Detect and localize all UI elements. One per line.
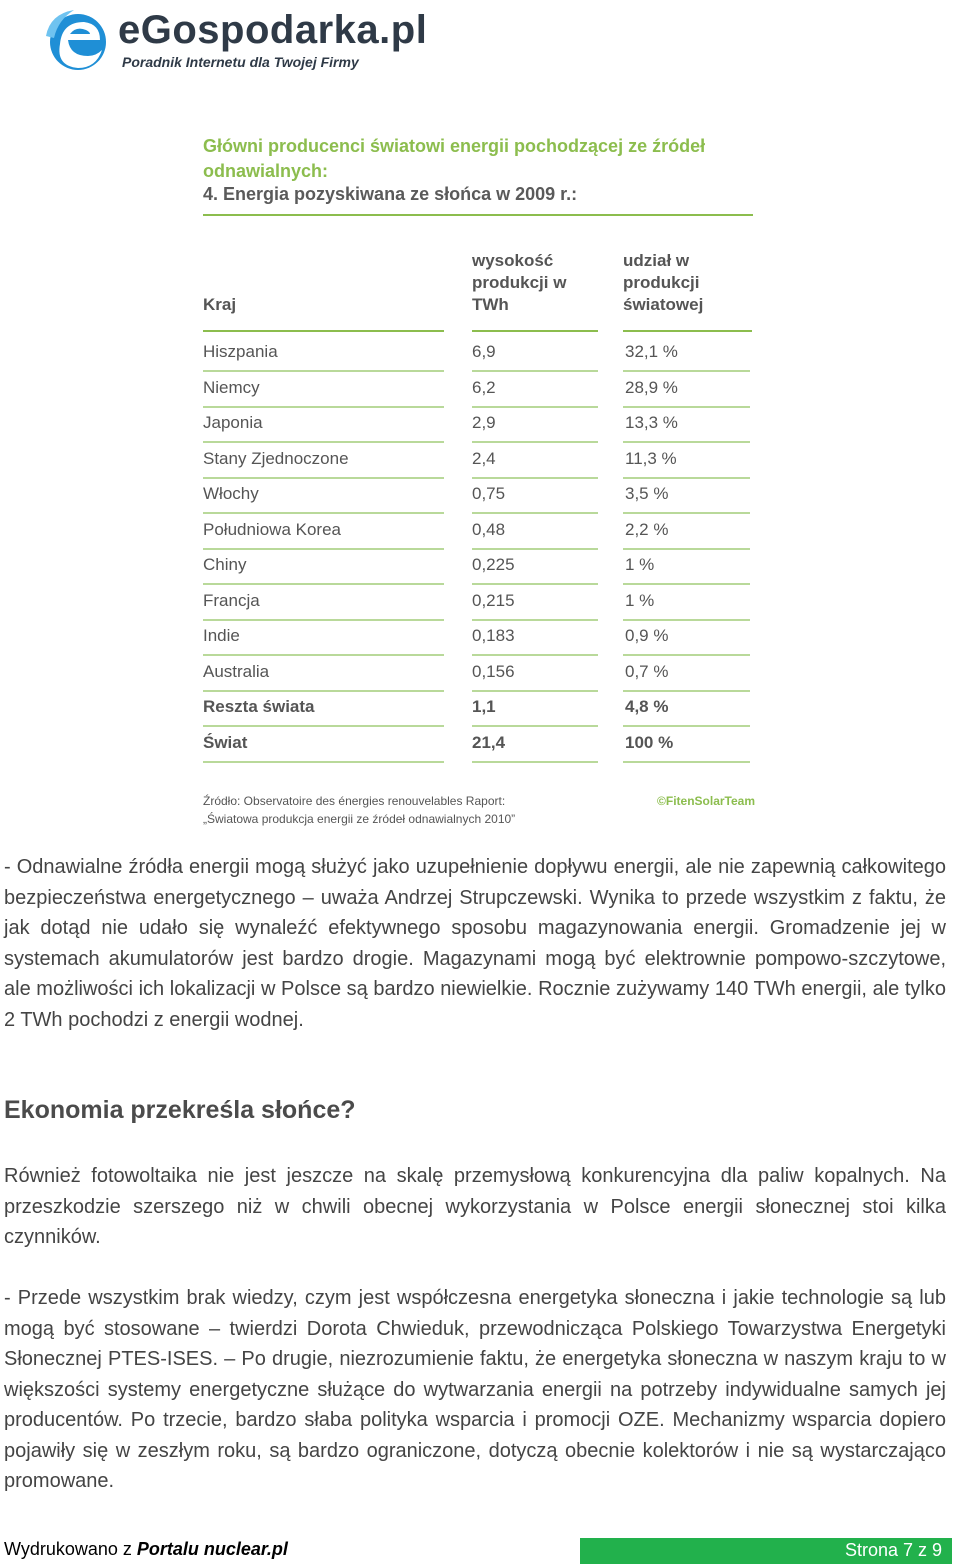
cell-share: 2,2 % [625, 519, 669, 539]
table-row [203, 443, 755, 479]
table-row [203, 407, 755, 443]
table-row [203, 372, 755, 408]
table-row [203, 620, 755, 656]
cell-share: 4,8 % [625, 697, 669, 716]
logo-name: eGospodarka.pl [118, 8, 428, 52]
row-rule [203, 761, 444, 763]
footer-printed-from [4, 1539, 288, 1560]
article-paragraph-3: - Przede wszystkim brak wiedzy, czym jest współczesna energetyka słoneczna i jakie technologie są lub mogą być stosowane – twierdzi Dorota Chwieduk, przewodnicząca Polskiego Towarzystwa Energetyki Słonecznej PTES-ISES. – Po drugie, niezrozumienie faktu, że energetyka słoneczna w naszym kraju to w większości systemy energetyczne służące do wytwarzania energii na potrzeby indywidualne samych jej producentów. Po trzecie, bardzo słaba polityka wsparcia i promocji OZE. Mechanizmy wsparcia dopiero pojawiły się w zeszłym roku, są bardzo ograniczone, dotyczą obecnie kolektorów i nie są wystarczająco promowane. [4, 1287, 946, 1492]
site-logo[interactable] [40, 6, 460, 76]
column-header-country: Kraj [203, 295, 237, 314]
article-heading: Ekonomia przekreśla słońce? [4, 1096, 356, 1124]
cell-country: Włochy [203, 484, 259, 503]
cell-production: 0,225 [472, 555, 515, 574]
row-rule [472, 761, 598, 763]
cell-share: 28,9 % [625, 377, 678, 397]
cell-production: 0,75 [472, 484, 506, 503]
cell-share: 0,7 % [625, 661, 669, 681]
footer-prefix: Wydrukowano z [4, 1539, 137, 1559]
cell-share: 1 % [625, 555, 655, 574]
cell-production: 0,215 [472, 590, 515, 610]
header-rule-share [623, 330, 752, 332]
table-row [203, 691, 755, 727]
e-swirl-logo-icon [40, 6, 112, 74]
cell-country: Japonia [203, 413, 263, 432]
cell-share: 100 % [625, 732, 674, 752]
row-rule [623, 761, 750, 763]
cell-share: 0,9 % [625, 626, 669, 645]
cell-production: 1,1 [472, 697, 496, 716]
cell-country: Niemcy [203, 377, 260, 397]
cell-share: 1 % [625, 590, 655, 610]
cell-country: Świat [203, 732, 248, 752]
table-row [203, 514, 755, 550]
cell-production: 0,183 [472, 626, 515, 645]
footer-page-number: Strona 7 z 9 [844, 1540, 942, 1560]
table-row [203, 478, 755, 514]
infographic-subtitle: 4. Energia pozyskiwana ze słońca w 2009 r.: [203, 184, 578, 204]
table-row [203, 585, 755, 621]
cell-share: 32,1 % [625, 342, 678, 361]
cell-country: Reszta świata [203, 697, 315, 716]
cell-share: 11,3 % [625, 448, 677, 468]
table-row [203, 549, 755, 585]
infographic-source [203, 792, 515, 828]
cell-country: Stany Zjednoczone [203, 448, 349, 468]
cell-country: Australia [203, 661, 270, 681]
footer-portal-link[interactable]: Portalu nuclear.pl [136, 1539, 288, 1559]
cell-production: 0,156 [472, 661, 515, 681]
infographic-credit: ©FitenSolarTeam [657, 794, 755, 808]
cell-production: 21,4 [472, 732, 506, 752]
column-header-production: wysokość produkcji w TWh [472, 251, 567, 314]
cell-production: 6,9 [472, 342, 496, 361]
cell-country: Południowa Korea [203, 519, 341, 539]
solar-energy-infographic [203, 130, 755, 830]
cell-share: 3,5 % [625, 484, 669, 503]
cell-production: 0,48 [472, 519, 506, 539]
source-line-2: „Światowa produkcja energii ze źródeł odnawialnych 2010” [203, 812, 516, 826]
column-header-share: udział w produkcji światowej [623, 251, 704, 314]
cell-country: Francja [203, 590, 260, 610]
header-rule-country [203, 330, 444, 332]
cell-production: 2,4 [472, 448, 496, 468]
cell-country: Indie [203, 626, 240, 645]
cell-production: 6,2 [472, 377, 496, 397]
source-line-1: Źródło: Observatoire des énergies renouvelables Raport: [203, 794, 506, 808]
cell-production: 2,9 [472, 413, 496, 432]
cell-share: 13,3 % [625, 413, 678, 432]
title-rule [203, 214, 753, 216]
logo-tagline: Poradnik Internetu dla Twojej Firmy [122, 54, 359, 70]
article-paragraph-1: - Odnawialne źródła energii mogą służyć jako uzupełnienie dopływu energii, ale nie zapewnią całkowitego bezpieczeństwa energetycznego – uważa Andrzej Strupczewski. Wynika to przede wszystkim z faktu, że jak dotąd nie udało się wynaleźć efektywnego sposobu magazynowania energii. Gromadzenie jej w systemach akumulatorów jest bardzo drogie. Magazynami mogą być elektrownie pompowo-szczytowe, ale możliwości ich lokalizacji w Polsce są bardzo niewielkie. Rocznie zużywamy 140 TWh energii, ale tylko 2 TWh pochodzi z energii wodnej. [4, 856, 946, 1031]
table-row [203, 727, 755, 763]
table-row [203, 656, 755, 692]
cell-country: Chiny [203, 555, 247, 574]
infographic-title: Główni producenci światowi energii pochodzącej ze źródeł odnawialnych: [203, 136, 706, 181]
footer-page-bar [580, 1538, 952, 1564]
table-row [203, 336, 755, 372]
cell-country: Hiszpania [203, 342, 278, 361]
header-rule-production [472, 330, 598, 332]
article-paragraph-2: Również fotowoltaika nie jest jeszcze na skalę przemysłową konkurencyjna dla paliw kopalnych. Na przeszkodzie szerszego niż w chwili obecnej wykorzystania w Polsce energii słonecznej stoi kilka czynników. [4, 1165, 946, 1248]
